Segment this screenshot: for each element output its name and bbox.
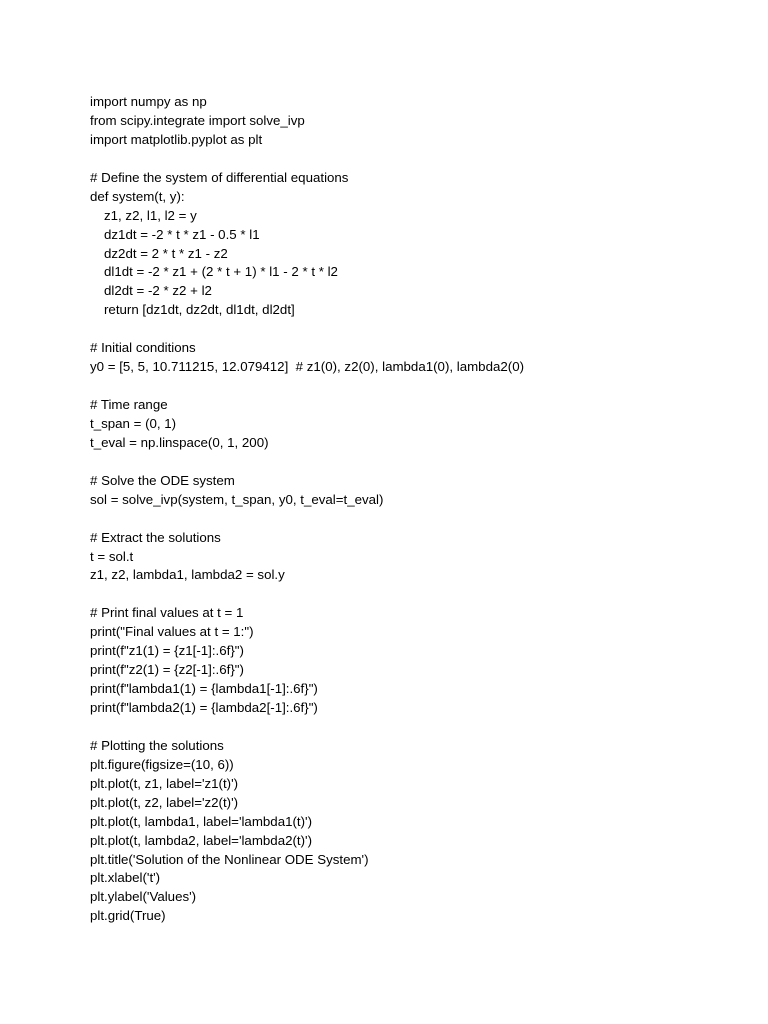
code-line: print(f"lambda2(1) = {lambda2[-1]:.6f}"): [90, 700, 318, 715]
code-line: # Plotting the solutions: [90, 737, 224, 753]
code-line: print("Final values at t = 1:"): [90, 624, 254, 640]
blank-line: [90, 320, 730, 339]
code-line: print(f"z1(1) = {z1[-1]:.6f}"): [90, 643, 244, 659]
code-line: plt.plot(t, z2, label='z2(t)'): [90, 794, 239, 810]
code-line: dl1dt = -2 * z1 + (2 * t + 1) * l1 - 2 * t * l2: [104, 264, 338, 280]
code-line: # Initial conditions: [90, 340, 196, 356]
code-line: import matplotlib.pyplot as plt: [90, 131, 263, 147]
code-line: plt.plot(t, lambda1, label='lambda1(t)'): [90, 813, 313, 829]
code-line: plt.ylabel('Values'): [90, 889, 197, 905]
code-line: print(f"lambda1(1) = {lambda1[-1]:.6f}"): [90, 681, 318, 697]
code-line: # Print final values at t = 1: [90, 605, 244, 621]
code-line: plt.plot(t, z1, label='z1(t)'): [90, 775, 239, 791]
blank-line: [90, 510, 730, 529]
code-line: dl2dt = -2 * z2 + l2: [104, 283, 212, 299]
code-line: plt.grid(True): [90, 908, 166, 924]
code-line: z1, z2, l1, l2 = y: [104, 207, 197, 223]
blank-line: [90, 585, 730, 604]
code-line: t_span = (0, 1): [90, 415, 177, 431]
code-line: print(f"z2(1) = {z2[-1]:.6f}"): [90, 662, 244, 678]
code-line: dz1dt = -2 * t * z1 - 0.5 * l1: [104, 226, 260, 242]
code-line: import numpy as np: [90, 94, 207, 109]
blank-line: [90, 718, 730, 737]
code-line: y0 = [5, 5, 10.711215, 12.079412] # z1(0), z2(0), lambda1(0), lambda2(0): [90, 359, 525, 375]
code-line: t_eval = np.linspace(0, 1, 200): [90, 434, 269, 450]
code-line: # Extract the solutions: [90, 529, 221, 545]
code-line: t = sol.t: [90, 548, 134, 564]
code-line: plt.figure(figsize=(10, 6)): [90, 756, 234, 772]
code-line: # Define the system of differential equations: [90, 169, 349, 185]
code-line: plt.xlabel('t'): [90, 870, 161, 886]
code-line: z1, z2, lambda1, lambda2 = sol.y: [90, 567, 285, 583]
code-line: from scipy.integrate import solve_ivp: [90, 112, 305, 128]
code-line: # Solve the ODE system: [90, 472, 235, 488]
code-listing: [90, 93, 730, 926]
code-line: plt.title('Solution of the Nonlinear ODE System'): [90, 851, 369, 867]
blank-line: [90, 150, 730, 169]
code-line: dz2dt = 2 * t * z1 - z2: [104, 245, 228, 261]
blank-line: [90, 377, 730, 396]
code-line: # Time range: [90, 397, 168, 412]
blank-line: [90, 453, 730, 472]
code-line: plt.plot(t, lambda2, label='lambda2(t)'): [90, 832, 313, 848]
code-line: sol = solve_ivp(system, t_span, y0, t_eval=t_eval): [90, 491, 384, 507]
code-line: def system(t, y):: [90, 188, 185, 204]
code-line: return [dz1dt, dz2dt, dl1dt, dl2dt]: [104, 302, 295, 318]
